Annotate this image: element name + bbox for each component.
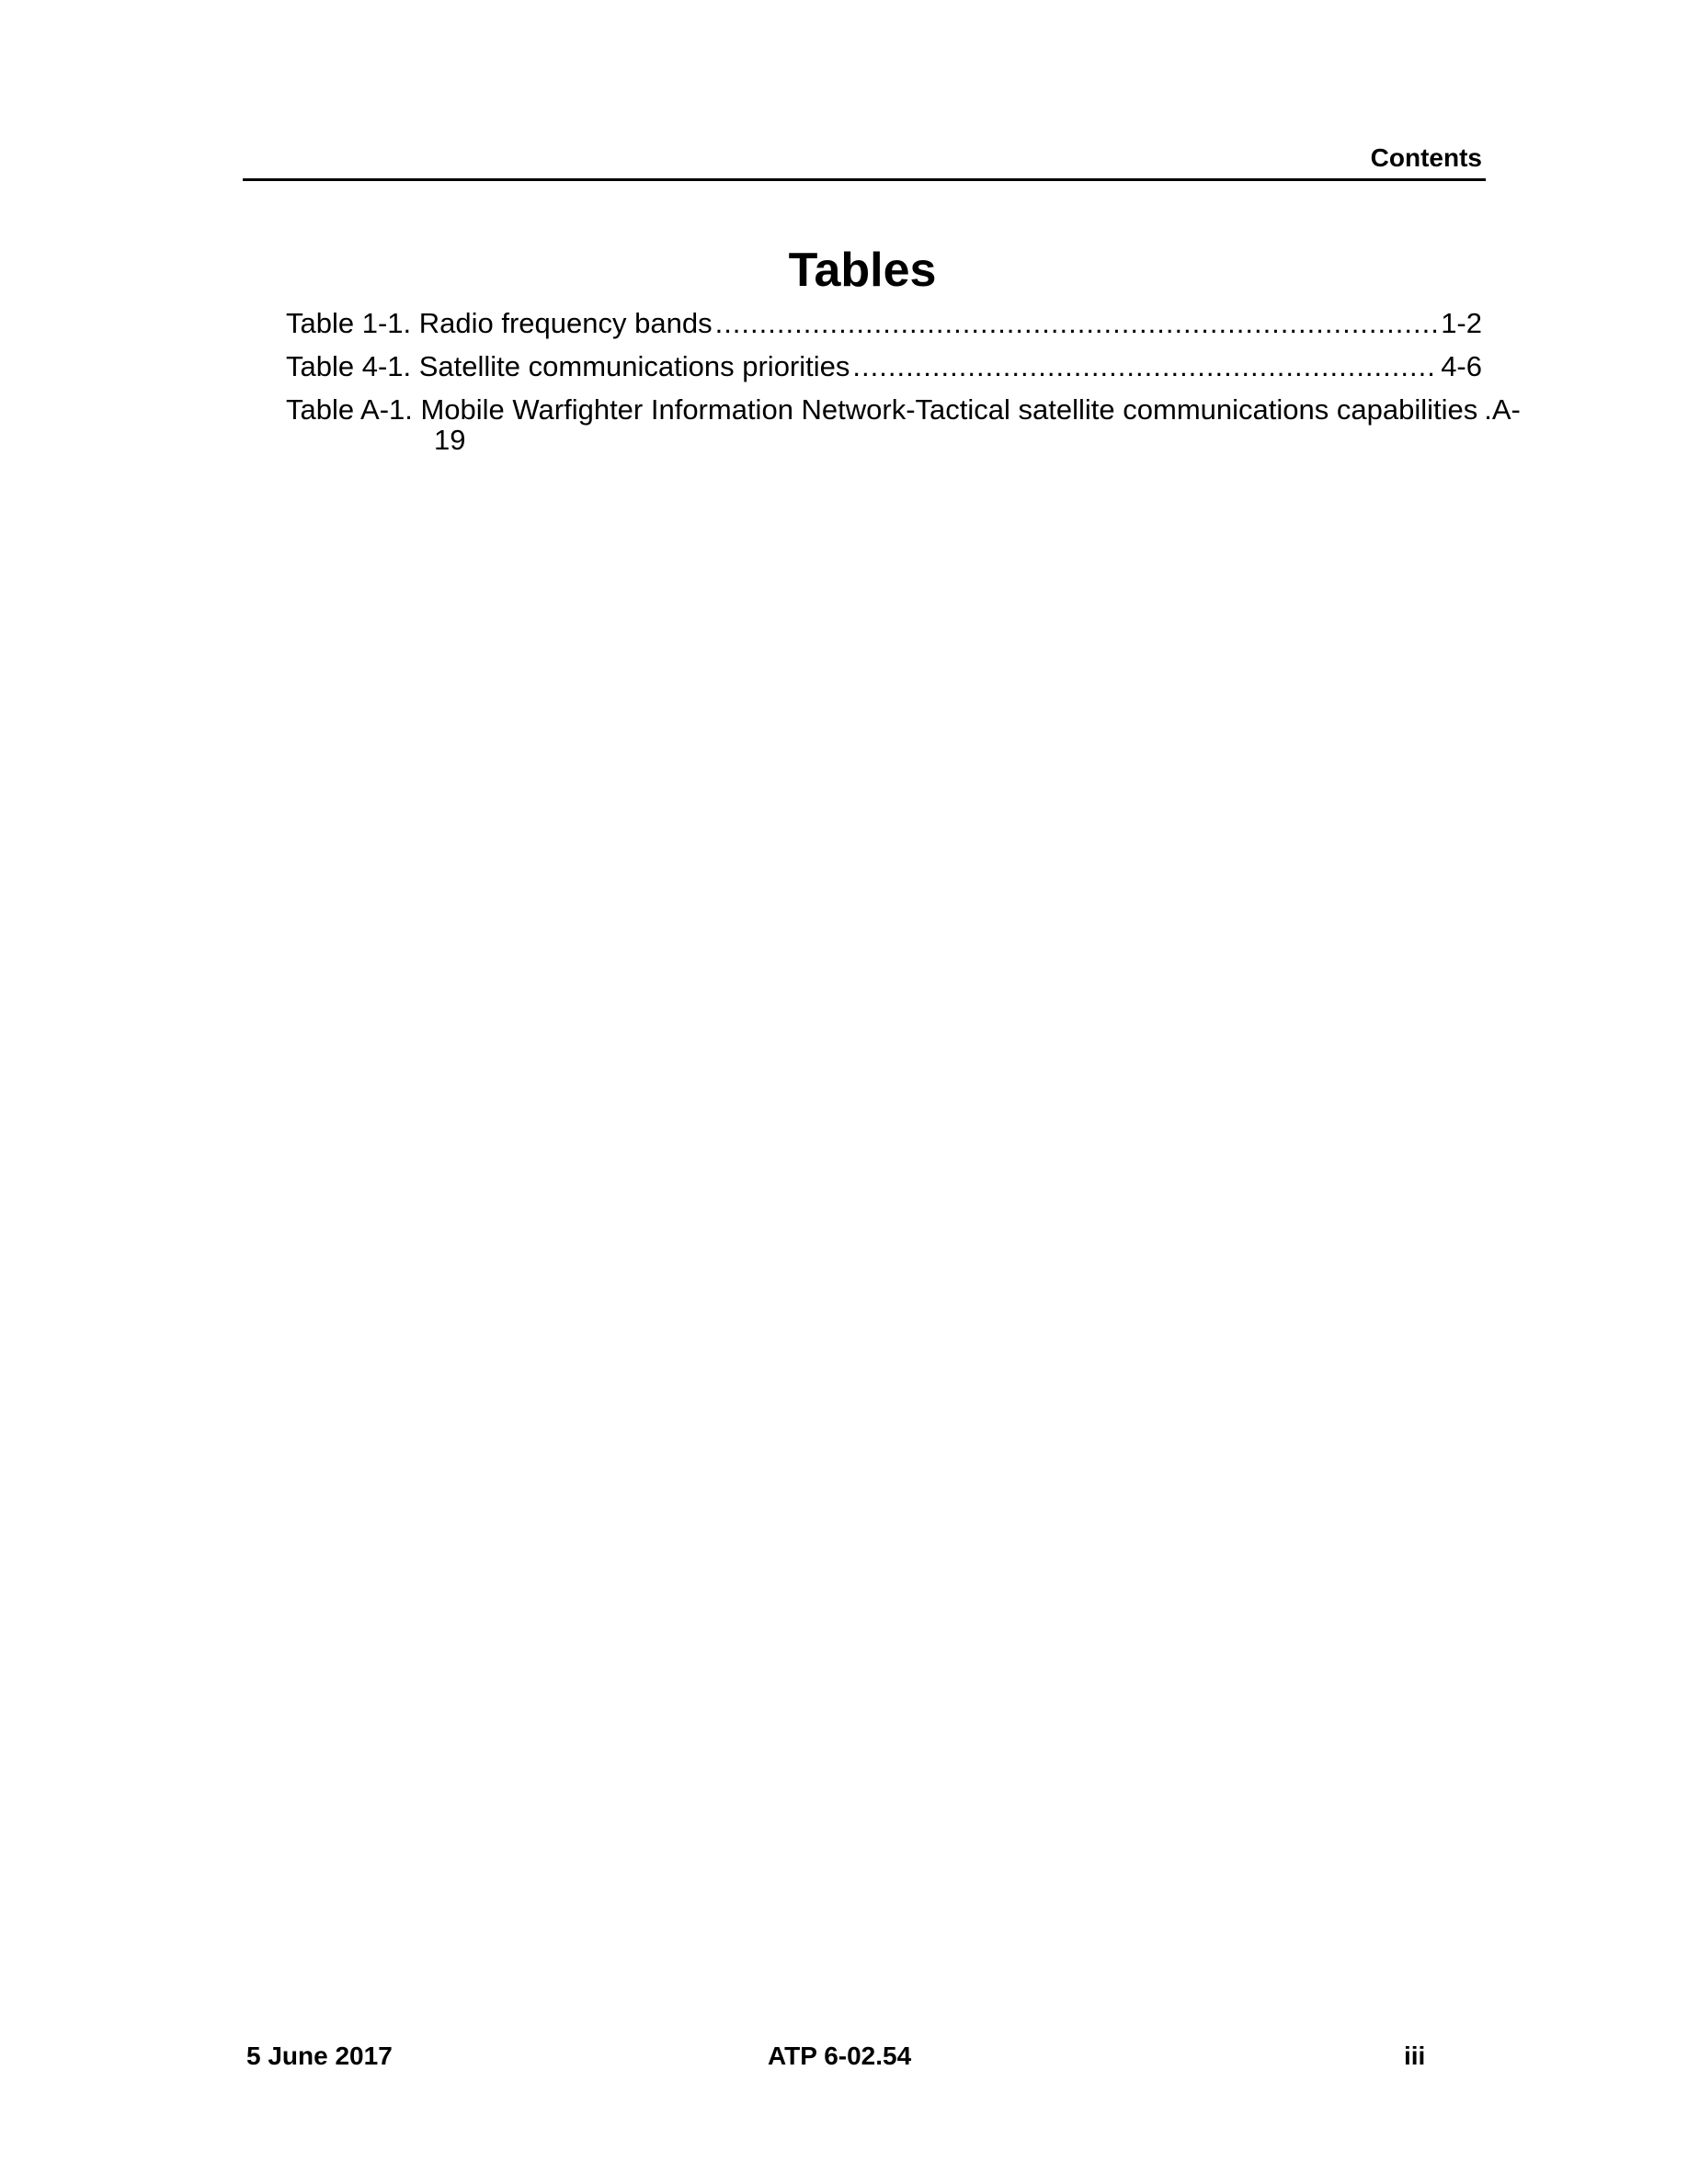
toc-entry-page-continuation: 19 bbox=[434, 424, 466, 456]
toc-entry[interactable] bbox=[286, 350, 1482, 383]
toc-entry-page: .A- bbox=[1484, 393, 1521, 426]
toc-entry[interactable] bbox=[286, 307, 1482, 340]
dot-leader bbox=[852, 350, 1438, 383]
header-rule bbox=[243, 178, 1486, 181]
toc-entry-label: Table 1-1. Radio frequency bands bbox=[286, 307, 713, 339]
table-of-tables bbox=[286, 307, 1521, 464]
toc-entry[interactable] bbox=[286, 393, 1521, 456]
toc-entry-page: 1-2 bbox=[1441, 307, 1482, 339]
footer-publication: ATP 6-02.54 bbox=[768, 2042, 912, 2070]
footer-date: 5 June 2017 bbox=[246, 2042, 393, 2070]
footer-page-number: iii bbox=[1404, 2042, 1426, 2070]
running-header-section: Contents bbox=[1370, 143, 1482, 172]
dot-leader bbox=[715, 307, 1439, 340]
toc-entry-label: Table 4-1. Satellite communications priorities bbox=[286, 350, 850, 382]
page-title: Tables bbox=[788, 243, 937, 297]
toc-entry-page: 4-6 bbox=[1441, 350, 1482, 382]
toc-entry-label: Table A-1. Mobile Warfighter Information Network-Tactical satellite communications capabilities bbox=[286, 393, 1478, 426]
